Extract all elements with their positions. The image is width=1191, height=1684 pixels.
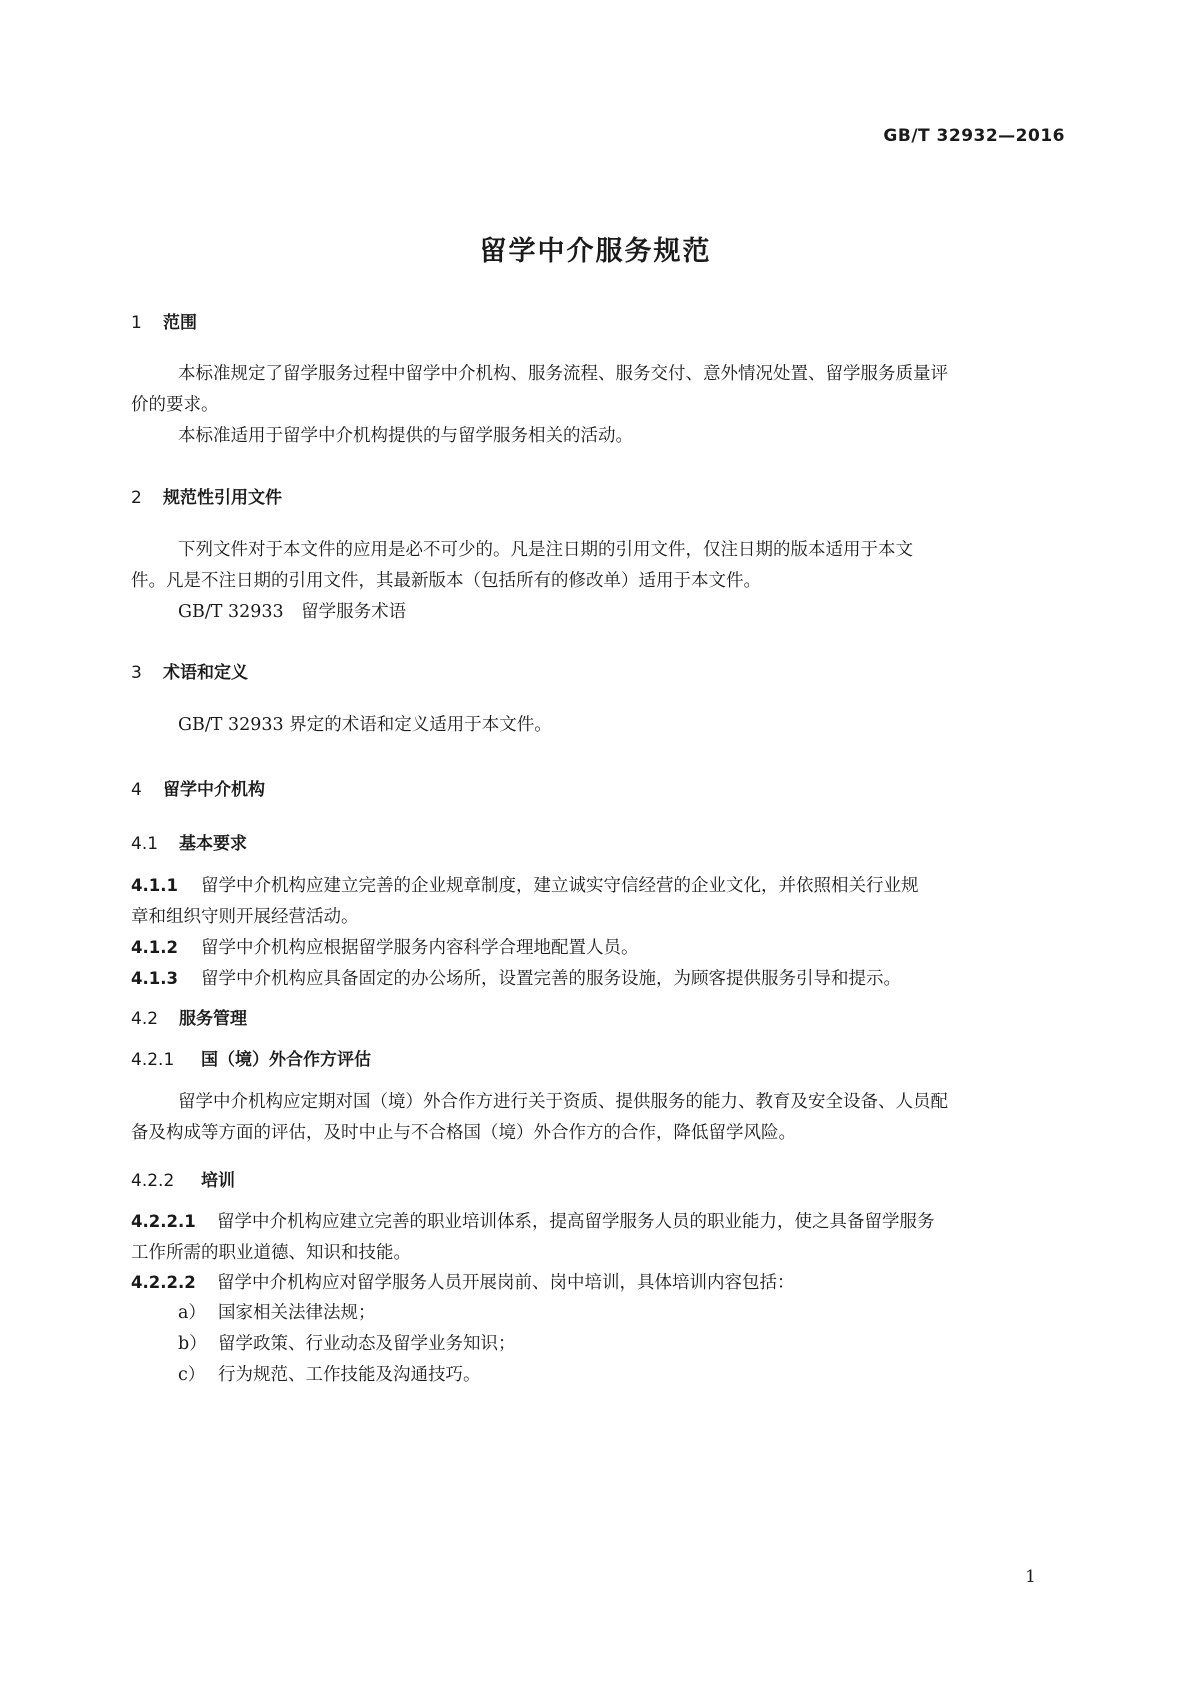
section-number: 4.1 <box>131 834 159 854</box>
text-line: 留学中介机构应定期对国（境）外合作方进行关于资质、提供服务的能力、教育及安全设备、人员配 <box>178 1092 948 1112</box>
section-title: 培训 <box>201 1171 235 1191</box>
section-number: 4 <box>131 780 142 800</box>
text-line: 工作所需的职业道德、知识和技能。 <box>131 1243 411 1263</box>
section-title: 服务管理 <box>179 1009 247 1029</box>
text-line: 下列文件对于本文件的应用是必不可少的。凡是注日期的引用文件，仅注日期的版本适用于本文 <box>178 540 913 560</box>
section-number: 1 <box>131 313 142 333</box>
list-item <box>131 1360 1061 1391</box>
list-item <box>131 1298 1061 1329</box>
clause-number: 4.2.2.1 <box>131 1212 196 1231</box>
clause-4-2-2-2 <box>131 1267 1061 1299</box>
section-number: 3 <box>131 663 142 683</box>
text-line: 留学中介机构应建立完善的职业培训体系，提高留学服务人员的职业能力，使之具备留学服务 <box>217 1212 935 1232</box>
text-line: GB/T 32933 留学服务术语 <box>178 602 407 622</box>
list-item-text: 留学政策、行业动态及留学业务知识； <box>218 1334 516 1354</box>
section-title: 基本要求 <box>179 834 247 854</box>
section-1-paragraph-1 <box>131 359 1061 421</box>
text-line: 本标准规定了留学服务过程中留学中介机构、服务流程、服务交付、意外情况处置、留学服务质量评 <box>178 364 948 384</box>
subsection-4-2-1-heading <box>131 1045 371 1070</box>
section-number: 4.2.2 <box>131 1171 175 1191</box>
clause-4-1-1 <box>131 870 1061 933</box>
normative-reference <box>131 597 1061 628</box>
section-number: 4.2.1 <box>131 1050 175 1070</box>
section-number: 4.2 <box>131 1009 159 1029</box>
text-line: 留学中介机构应对留学服务人员开展岗前、岗中培训，具体培训内容包括： <box>217 1273 795 1293</box>
section-4-heading <box>131 775 265 800</box>
document-title: 留学中介服务规范 <box>479 236 712 267</box>
text-line: 件。凡是不注日期的引用文件，其最新版本（包括所有的修改单）适用于本文件。 <box>131 571 761 591</box>
text-line: 本标准适用于留学中介机构提供的与留学服务相关的活动。 <box>178 426 633 446</box>
list-marker: a） <box>178 1303 206 1323</box>
text-line: 留学中介机构应具备固定的办公场所，设置完善的服务设施，为顾客提供服务引导和提示。 <box>201 969 901 989</box>
section-1-heading <box>131 308 197 333</box>
section-title: 国（境）外合作方评估 <box>201 1050 371 1070</box>
page-number: 1 <box>1025 1567 1036 1587</box>
text-line: 留学中介机构应根据留学服务内容科学合理地配置人员。 <box>201 938 639 958</box>
list-item-text: 国家相关法律法规； <box>218 1303 376 1323</box>
clause-4-2-2-1 <box>131 1206 1061 1269</box>
section-title: 术语和定义 <box>163 663 248 683</box>
clause-number: 4.1.3 <box>131 969 178 988</box>
section-2-paragraph-1 <box>131 535 1061 597</box>
section-3-paragraph-1 <box>131 710 1061 741</box>
subsection-4-2-heading <box>131 1004 247 1029</box>
section-1-paragraph-2 <box>131 421 1061 452</box>
list-item-text: 行为规范、工作技能及沟通技巧。 <box>218 1365 481 1385</box>
list-marker: b） <box>178 1334 207 1354</box>
subsection-4-2-1-paragraph <box>131 1087 1061 1149</box>
section-2-heading <box>131 483 282 508</box>
subsection-4-1-heading <box>131 829 247 854</box>
section-3-heading <box>131 658 248 683</box>
text-line: 价的要求。 <box>131 395 219 415</box>
text-line: 留学中介机构应建立完善的企业规章制度，建立诚实守信经营的企业文化，并依照相关行业规 <box>201 876 919 896</box>
clause-number: 4.2.2.2 <box>131 1273 196 1292</box>
section-number: 2 <box>131 488 142 508</box>
list-item <box>131 1329 1061 1360</box>
clause-4-1-3 <box>131 963 1061 995</box>
section-title: 规范性引用文件 <box>163 488 282 508</box>
section-title: 范围 <box>163 313 197 333</box>
list-marker: c） <box>178 1365 206 1385</box>
text-line: 备及构成等方面的评估，及时中止与不合格国（境）外合作方的合作，降低留学风险。 <box>131 1123 796 1143</box>
standard-code: GB/T 32932—2016 <box>883 126 1065 146</box>
text-line: GB/T 32933 界定的术语和定义适用于本文件。 <box>178 715 552 735</box>
text-line: 章和组织守则开展经营活动。 <box>131 907 359 927</box>
subsection-4-2-2-heading <box>131 1166 235 1191</box>
clause-number: 4.1.1 <box>131 876 178 895</box>
clause-4-1-2 <box>131 932 1061 964</box>
clause-number: 4.1.2 <box>131 938 178 957</box>
section-title: 留学中介机构 <box>163 780 265 800</box>
